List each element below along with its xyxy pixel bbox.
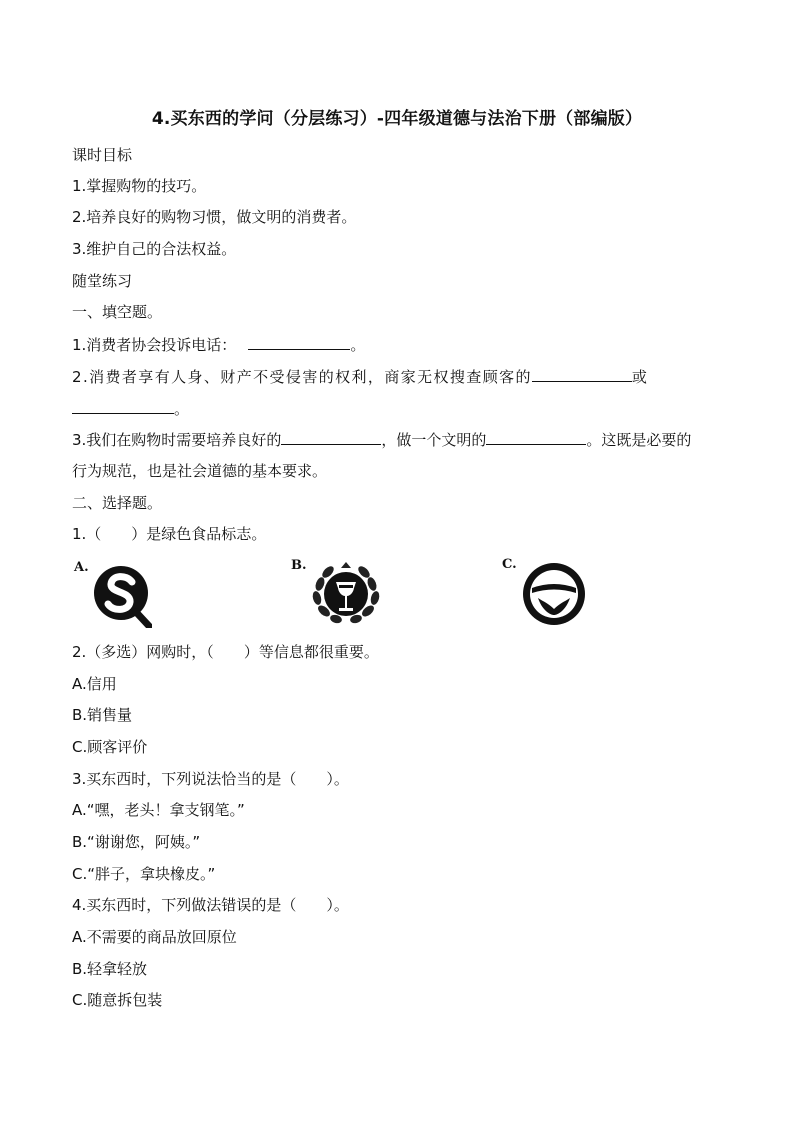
option-item[interactable]: B.轻拿轻放 xyxy=(72,960,148,978)
fill-question-2 xyxy=(72,366,648,387)
answer-blank[interactable] xyxy=(486,429,586,445)
answer-blank[interactable] xyxy=(248,334,350,350)
question-text: 。这既是必要的 xyxy=(586,431,692,449)
goal-item: 2.培养良好的购物习惯，做文明的消费者。 xyxy=(72,208,357,226)
question-text: 。 xyxy=(350,336,366,354)
question-text: 或 xyxy=(631,368,649,386)
green-food-logo-icon[interactable] xyxy=(520,562,588,626)
choice-question-4: 4.买东西时，下列做法错误的是（ ）。 xyxy=(72,896,349,914)
choice-question-1: 1.（ ）是绿色食品标志。 xyxy=(72,525,267,543)
question-text: 3.我们在购物时需要培养良好的 xyxy=(72,431,282,449)
fill-question-3-cont: 行为规范，也是社会道德的基本要求。 xyxy=(72,462,328,480)
question-text: ，做一个文明的 xyxy=(381,431,487,449)
answer-blank[interactable] xyxy=(72,398,174,414)
question-text: 2.消费者享有人身、财产不受侵害的权利，商家无权搜查顾客的 xyxy=(72,368,532,386)
option-letter-b: B. xyxy=(291,558,307,573)
practice-heading: 随堂练习 xyxy=(72,272,133,290)
option-letter-c: C. xyxy=(502,557,517,572)
fill-question-2-cont xyxy=(72,398,189,419)
option-letter-a: A. xyxy=(74,560,89,575)
answer-blank[interactable] xyxy=(532,366,632,382)
option-item[interactable]: A.信用 xyxy=(72,675,117,693)
goals-heading: 课时目标 xyxy=(72,146,133,164)
answer-blank[interactable] xyxy=(281,429,381,445)
option-item[interactable]: C.“胖子，拿块橡皮。” xyxy=(72,865,216,883)
option-item[interactable]: A.不需要的商品放回原位 xyxy=(72,928,237,946)
question-text: 1.消费者协会投诉电话： xyxy=(72,336,237,354)
option-item[interactable]: C.顾客评价 xyxy=(72,738,148,756)
choice-heading: 二、选择题。 xyxy=(72,494,163,512)
qs-logo-icon[interactable] xyxy=(92,560,152,628)
option-item[interactable]: C.随意拆包装 xyxy=(72,991,163,1009)
goal-item: 3.维护自己的合法权益。 xyxy=(72,240,237,258)
wine-laurel-logo-icon[interactable] xyxy=(309,558,383,626)
choice-question-2: 2.（多选）网购时，（ ）等信息都很重要。 xyxy=(72,643,379,661)
page-title: 4.买东西的学问（分层练习）-四年级道德与法治下册（部编版） xyxy=(151,109,643,129)
fill-heading: 一、填空题。 xyxy=(72,303,163,321)
goal-item: 1.掌握购物的技巧。 xyxy=(72,177,207,195)
choice-question-3: 3.买东西时，下列说法恰当的是（ ）。 xyxy=(72,770,349,788)
fill-question-3 xyxy=(72,429,691,450)
option-item[interactable]: A.“嘿，老头！拿支钢笔。” xyxy=(72,801,245,819)
question-text: 。 xyxy=(174,400,190,418)
option-item[interactable]: B.“谢谢您，阿姨。” xyxy=(72,833,201,851)
fill-question-1 xyxy=(72,334,365,355)
option-item[interactable]: B.销售量 xyxy=(72,706,133,724)
